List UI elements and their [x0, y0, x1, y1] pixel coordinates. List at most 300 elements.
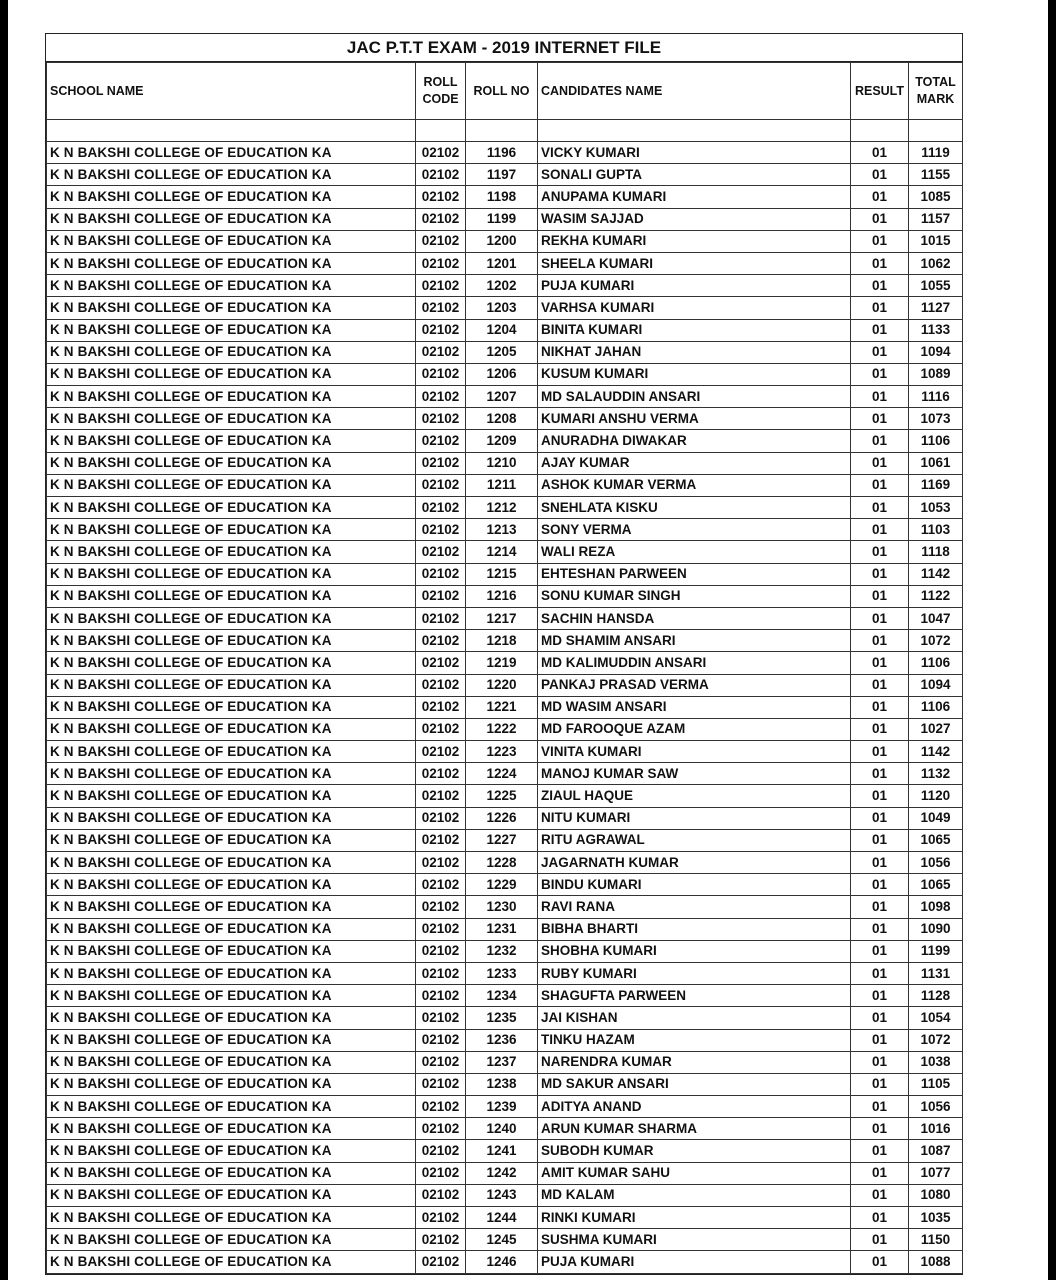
total-mark-cell: 1090 — [909, 918, 963, 940]
result-cell: 01 — [851, 474, 909, 496]
total-mark-cell: 1062 — [909, 252, 963, 274]
total-mark-cell: 1035 — [909, 1207, 963, 1229]
table-row — [47, 1096, 963, 1118]
table-row — [47, 319, 963, 341]
roll-no-cell: 1214 — [466, 541, 538, 563]
roll-no-cell: 1234 — [466, 985, 538, 1007]
roll-code-cell: 02102 — [416, 319, 466, 341]
candidate-name-cell: SHEELA KUMARI — [538, 252, 851, 274]
result-cell: 01 — [851, 807, 909, 829]
header-roll-no: ROLL NO — [466, 63, 538, 120]
table-row — [47, 408, 963, 430]
table-row — [47, 763, 963, 785]
total-mark-cell: 1155 — [909, 164, 963, 186]
candidate-name-cell: ANURADHA DIWAKAR — [538, 430, 851, 452]
table-row — [47, 1073, 963, 1095]
roll-code-cell: 02102 — [416, 1118, 466, 1140]
roll-code-cell: 02102 — [416, 341, 466, 363]
candidate-name-cell: SONY VERMA — [538, 519, 851, 541]
table-row — [47, 652, 963, 674]
candidate-name-cell: WASIM SAJJAD — [538, 208, 851, 230]
school-name-cell: K N BAKSHI COLLEGE OF EDUCATION KA — [47, 1140, 416, 1162]
school-name-cell: K N BAKSHI COLLEGE OF EDUCATION KA — [47, 497, 416, 519]
candidate-name-cell: BIBHA BHARTI — [538, 918, 851, 940]
total-mark-cell: 1094 — [909, 674, 963, 696]
roll-no-cell: 1206 — [466, 363, 538, 385]
school-name-cell: K N BAKSHI COLLEGE OF EDUCATION KA — [47, 186, 416, 208]
table-row — [47, 807, 963, 829]
candidate-name-cell: ANUPAMA KUMARI — [538, 186, 851, 208]
candidate-name-cell: ASHOK KUMAR VERMA — [538, 474, 851, 496]
school-name-cell: K N BAKSHI COLLEGE OF EDUCATION KA — [47, 519, 416, 541]
roll-code-cell: 02102 — [416, 585, 466, 607]
roll-code-cell: 02102 — [416, 230, 466, 252]
school-name-cell: K N BAKSHI COLLEGE OF EDUCATION KA — [47, 1162, 416, 1184]
roll-code-cell: 02102 — [416, 1140, 466, 1162]
total-mark-cell: 1053 — [909, 497, 963, 519]
result-cell: 01 — [851, 1251, 909, 1273]
total-mark-cell: 1122 — [909, 585, 963, 607]
roll-no-cell: 1242 — [466, 1162, 538, 1184]
roll-code-cell: 02102 — [416, 275, 466, 297]
roll-no-cell: 1236 — [466, 1029, 538, 1051]
roll-code-cell: 02102 — [416, 985, 466, 1007]
roll-no-cell: 1238 — [466, 1073, 538, 1095]
total-mark-cell: 1088 — [909, 1251, 963, 1273]
roll-no-cell: 1197 — [466, 164, 538, 186]
candidate-name-cell: VICKY KUMARI — [538, 142, 851, 164]
result-cell: 01 — [851, 1140, 909, 1162]
total-mark-cell: 1085 — [909, 186, 963, 208]
table-row — [47, 585, 963, 607]
table-row — [47, 341, 963, 363]
roll-code-cell: 02102 — [416, 363, 466, 385]
roll-code-cell: 02102 — [416, 918, 466, 940]
candidate-name-cell: MD KALAM — [538, 1184, 851, 1206]
candidate-name-cell: WALI REZA — [538, 541, 851, 563]
school-name-cell: K N BAKSHI COLLEGE OF EDUCATION KA — [47, 1073, 416, 1095]
total-mark-cell: 1089 — [909, 363, 963, 385]
roll-no-cell: 1202 — [466, 275, 538, 297]
candidate-name-cell: NARENDRA KUMAR — [538, 1051, 851, 1073]
school-name-cell: K N BAKSHI COLLEGE OF EDUCATION KA — [47, 452, 416, 474]
result-cell: 01 — [851, 852, 909, 874]
school-name-cell: K N BAKSHI COLLEGE OF EDUCATION KA — [47, 142, 416, 164]
table-row — [47, 1162, 963, 1184]
table-row — [47, 452, 963, 474]
school-name-cell: K N BAKSHI COLLEGE OF EDUCATION KA — [47, 164, 416, 186]
roll-no-cell: 1237 — [466, 1051, 538, 1073]
total-mark-cell: 1169 — [909, 474, 963, 496]
total-mark-cell: 1027 — [909, 718, 963, 740]
table-row — [47, 363, 963, 385]
candidate-name-cell: NIKHAT JAHAN — [538, 341, 851, 363]
total-mark-cell: 1015 — [909, 230, 963, 252]
result-cell: 01 — [851, 186, 909, 208]
school-name-cell: K N BAKSHI COLLEGE OF EDUCATION KA — [47, 962, 416, 984]
roll-code-cell: 02102 — [416, 1051, 466, 1073]
result-cell: 01 — [851, 585, 909, 607]
result-cell: 01 — [851, 607, 909, 629]
blank-row — [47, 120, 963, 142]
school-name-cell: K N BAKSHI COLLEGE OF EDUCATION KA — [47, 652, 416, 674]
school-name-cell: K N BAKSHI COLLEGE OF EDUCATION KA — [47, 630, 416, 652]
candidate-name-cell: EHTESHAN PARWEEN — [538, 563, 851, 585]
table-row — [47, 874, 963, 896]
table-row — [47, 1207, 963, 1229]
roll-no-cell: 1231 — [466, 918, 538, 940]
roll-no-cell: 1213 — [466, 519, 538, 541]
roll-no-cell: 1233 — [466, 962, 538, 984]
result-cell: 01 — [851, 208, 909, 230]
school-name-cell: K N BAKSHI COLLEGE OF EDUCATION KA — [47, 541, 416, 563]
school-name-cell: K N BAKSHI COLLEGE OF EDUCATION KA — [47, 585, 416, 607]
table-row — [47, 541, 963, 563]
roll-no-cell: 1235 — [466, 1007, 538, 1029]
candidate-name-cell: MD WASIM ANSARI — [538, 696, 851, 718]
table-row — [47, 1229, 963, 1251]
roll-no-cell: 1230 — [466, 896, 538, 918]
school-name-cell: K N BAKSHI COLLEGE OF EDUCATION KA — [47, 297, 416, 319]
school-name-cell: K N BAKSHI COLLEGE OF EDUCATION KA — [47, 1029, 416, 1051]
roll-no-cell: 1208 — [466, 408, 538, 430]
result-cell: 01 — [851, 1029, 909, 1051]
table-row — [47, 208, 963, 230]
candidate-name-cell: SNEHLATA KISKU — [538, 497, 851, 519]
candidate-name-cell: RINKI KUMARI — [538, 1207, 851, 1229]
roll-code-cell: 02102 — [416, 1096, 466, 1118]
roll-code-cell: 02102 — [416, 962, 466, 984]
candidate-name-cell: TINKU HAZAM — [538, 1029, 851, 1051]
total-mark-cell: 1119 — [909, 142, 963, 164]
school-name-cell: K N BAKSHI COLLEGE OF EDUCATION KA — [47, 807, 416, 829]
school-name-cell: K N BAKSHI COLLEGE OF EDUCATION KA — [47, 363, 416, 385]
result-cell: 01 — [851, 275, 909, 297]
header-result: RESULT — [851, 63, 909, 120]
school-name-cell: K N BAKSHI COLLEGE OF EDUCATION KA — [47, 275, 416, 297]
table-header — [47, 63, 963, 120]
school-name-cell: K N BAKSHI COLLEGE OF EDUCATION KA — [47, 674, 416, 696]
result-cell: 01 — [851, 297, 909, 319]
roll-no-cell: 1226 — [466, 807, 538, 829]
roll-no-cell: 1205 — [466, 341, 538, 363]
roll-code-cell: 02102 — [416, 519, 466, 541]
roll-code-cell: 02102 — [416, 1251, 466, 1273]
table-row — [47, 985, 963, 1007]
result-cell: 01 — [851, 718, 909, 740]
total-mark-cell: 1056 — [909, 1096, 963, 1118]
candidate-name-cell: PUJA KUMARI — [538, 275, 851, 297]
result-cell: 01 — [851, 452, 909, 474]
result-cell: 01 — [851, 164, 909, 186]
candidate-name-cell: JAGARNATH KUMAR — [538, 852, 851, 874]
result-cell: 01 — [851, 563, 909, 585]
school-name-cell: K N BAKSHI COLLEGE OF EDUCATION KA — [47, 1229, 416, 1251]
roll-code-cell: 02102 — [416, 741, 466, 763]
roll-no-cell: 1212 — [466, 497, 538, 519]
candidate-name-cell: ADITYA ANAND — [538, 1096, 851, 1118]
candidate-name-cell: BINDU KUMARI — [538, 874, 851, 896]
school-name-cell: K N BAKSHI COLLEGE OF EDUCATION KA — [47, 341, 416, 363]
school-name-cell: K N BAKSHI COLLEGE OF EDUCATION KA — [47, 1051, 416, 1073]
table-row — [47, 1007, 963, 1029]
candidate-name-cell: RUBY KUMARI — [538, 962, 851, 984]
table-row — [47, 497, 963, 519]
table-row — [47, 741, 963, 763]
total-mark-cell: 1016 — [909, 1118, 963, 1140]
school-name-cell: K N BAKSHI COLLEGE OF EDUCATION KA — [47, 563, 416, 585]
candidate-name-cell: VARHSA KUMARI — [538, 297, 851, 319]
total-mark-cell: 1061 — [909, 452, 963, 474]
candidate-name-cell: MD SHAMIM ANSARI — [538, 630, 851, 652]
roll-no-cell: 1209 — [466, 430, 538, 452]
school-name-cell: K N BAKSHI COLLEGE OF EDUCATION KA — [47, 1207, 416, 1229]
table-row — [47, 430, 963, 452]
result-cell: 01 — [851, 1096, 909, 1118]
total-mark-cell: 1094 — [909, 341, 963, 363]
roll-no-cell: 1225 — [466, 785, 538, 807]
candidate-name-cell: VINITA KUMARI — [538, 741, 851, 763]
roll-code-cell: 02102 — [416, 630, 466, 652]
roll-no-cell: 1246 — [466, 1251, 538, 1273]
candidate-name-cell: MD SALAUDDIN ANSARI — [538, 386, 851, 408]
school-name-cell: K N BAKSHI COLLEGE OF EDUCATION KA — [47, 1251, 416, 1273]
table-row — [47, 829, 963, 851]
roll-code-cell: 02102 — [416, 452, 466, 474]
result-cell: 01 — [851, 252, 909, 274]
table-row — [47, 1051, 963, 1073]
header-total-mark: TOTAL MARK — [909, 63, 963, 120]
result-cell: 01 — [851, 1118, 909, 1140]
table-row — [47, 1029, 963, 1051]
roll-code-cell: 02102 — [416, 829, 466, 851]
total-mark-cell: 1131 — [909, 962, 963, 984]
roll-code-cell: 02102 — [416, 1007, 466, 1029]
results-document — [45, 33, 963, 1275]
total-mark-cell: 1065 — [909, 829, 963, 851]
roll-no-cell: 1217 — [466, 607, 538, 629]
table-row — [47, 1140, 963, 1162]
roll-code-cell: 02102 — [416, 874, 466, 896]
result-cell: 01 — [851, 896, 909, 918]
total-mark-cell: 1128 — [909, 985, 963, 1007]
roll-code-cell: 02102 — [416, 940, 466, 962]
roll-code-cell: 02102 — [416, 674, 466, 696]
candidate-name-cell: AJAY KUMAR — [538, 452, 851, 474]
school-name-cell: K N BAKSHI COLLEGE OF EDUCATION KA — [47, 1118, 416, 1140]
roll-code-cell: 02102 — [416, 386, 466, 408]
roll-code-cell: 02102 — [416, 607, 466, 629]
school-name-cell: K N BAKSHI COLLEGE OF EDUCATION KA — [47, 785, 416, 807]
school-name-cell: K N BAKSHI COLLEGE OF EDUCATION KA — [47, 208, 416, 230]
table-row — [47, 563, 963, 585]
roll-no-cell: 1201 — [466, 252, 538, 274]
candidate-name-cell: SUSHMA KUMARI — [538, 1229, 851, 1251]
result-cell: 01 — [851, 497, 909, 519]
result-cell: 01 — [851, 519, 909, 541]
candidate-name-cell: SHOBHA KUMARI — [538, 940, 851, 962]
candidate-name-cell: ARUN KUMAR SHARMA — [538, 1118, 851, 1140]
result-cell: 01 — [851, 985, 909, 1007]
roll-no-cell: 1222 — [466, 718, 538, 740]
table-body — [47, 142, 963, 1274]
roll-code-cell: 02102 — [416, 497, 466, 519]
result-cell: 01 — [851, 1162, 909, 1184]
total-mark-cell: 1103 — [909, 519, 963, 541]
candidate-name-cell: RITU AGRAWAL — [538, 829, 851, 851]
roll-code-cell: 02102 — [416, 1029, 466, 1051]
school-name-cell: K N BAKSHI COLLEGE OF EDUCATION KA — [47, 718, 416, 740]
total-mark-cell: 1038 — [909, 1051, 963, 1073]
school-name-cell: K N BAKSHI COLLEGE OF EDUCATION KA — [47, 985, 416, 1007]
total-mark-cell: 1133 — [909, 319, 963, 341]
table-row — [47, 297, 963, 319]
candidate-name-cell: MANOJ KUMAR SAW — [538, 763, 851, 785]
roll-no-cell: 1224 — [466, 763, 538, 785]
results-table — [46, 62, 963, 1274]
school-name-cell: K N BAKSHI COLLEGE OF EDUCATION KA — [47, 896, 416, 918]
candidate-name-cell: ZIAUL HAQUE — [538, 785, 851, 807]
table-row — [47, 230, 963, 252]
table-row — [47, 386, 963, 408]
roll-code-cell: 02102 — [416, 142, 466, 164]
result-cell: 01 — [851, 940, 909, 962]
table-row — [47, 474, 963, 496]
roll-code-cell: 02102 — [416, 852, 466, 874]
result-cell: 01 — [851, 1073, 909, 1095]
roll-no-cell: 1239 — [466, 1096, 538, 1118]
roll-code-cell: 02102 — [416, 1184, 466, 1206]
roll-no-cell: 1196 — [466, 142, 538, 164]
school-name-cell: K N BAKSHI COLLEGE OF EDUCATION KA — [47, 741, 416, 763]
roll-code-cell: 02102 — [416, 430, 466, 452]
roll-code-cell: 02102 — [416, 186, 466, 208]
roll-no-cell: 1199 — [466, 208, 538, 230]
roll-no-cell: 1207 — [466, 386, 538, 408]
roll-code-cell: 02102 — [416, 696, 466, 718]
roll-code-cell: 02102 — [416, 541, 466, 563]
total-mark-cell: 1080 — [909, 1184, 963, 1206]
candidate-name-cell: SHAGUFTA PARWEEN — [538, 985, 851, 1007]
roll-code-cell: 02102 — [416, 252, 466, 274]
school-name-cell: K N BAKSHI COLLEGE OF EDUCATION KA — [47, 874, 416, 896]
result-cell: 01 — [851, 874, 909, 896]
candidate-name-cell: PUJA KUMARI — [538, 1251, 851, 1273]
school-name-cell: K N BAKSHI COLLEGE OF EDUCATION KA — [47, 474, 416, 496]
roll-no-cell: 1241 — [466, 1140, 538, 1162]
total-mark-cell: 1105 — [909, 1073, 963, 1095]
result-cell: 01 — [851, 630, 909, 652]
total-mark-cell: 1106 — [909, 430, 963, 452]
candidate-name-cell: KUMARI ANSHU VERMA — [538, 408, 851, 430]
result-cell: 01 — [851, 785, 909, 807]
roll-code-cell: 02102 — [416, 785, 466, 807]
roll-no-cell: 1198 — [466, 186, 538, 208]
roll-no-cell: 1200 — [466, 230, 538, 252]
roll-code-cell: 02102 — [416, 1162, 466, 1184]
school-name-cell: K N BAKSHI COLLEGE OF EDUCATION KA — [47, 1007, 416, 1029]
school-name-cell: K N BAKSHI COLLEGE OF EDUCATION KA — [47, 1096, 416, 1118]
candidate-name-cell: NITU KUMARI — [538, 807, 851, 829]
table-row — [47, 519, 963, 541]
candidate-name-cell: KUSUM KUMARI — [538, 363, 851, 385]
table-row — [47, 1251, 963, 1273]
candidate-name-cell: RAVI RANA — [538, 896, 851, 918]
roll-no-cell: 1232 — [466, 940, 538, 962]
total-mark-cell: 1072 — [909, 630, 963, 652]
header-school-name: SCHOOL NAME — [47, 63, 416, 120]
result-cell: 01 — [851, 741, 909, 763]
table-row — [47, 940, 963, 962]
roll-code-cell: 02102 — [416, 896, 466, 918]
table-row — [47, 164, 963, 186]
school-name-cell: K N BAKSHI COLLEGE OF EDUCATION KA — [47, 696, 416, 718]
header-candidates-name: CANDIDATES NAME — [538, 63, 851, 120]
total-mark-cell: 1150 — [909, 1229, 963, 1251]
school-name-cell: K N BAKSHI COLLEGE OF EDUCATION KA — [47, 319, 416, 341]
roll-code-cell: 02102 — [416, 807, 466, 829]
school-name-cell: K N BAKSHI COLLEGE OF EDUCATION KA — [47, 386, 416, 408]
total-mark-cell: 1199 — [909, 940, 963, 962]
table-row — [47, 252, 963, 274]
roll-code-cell: 02102 — [416, 763, 466, 785]
candidate-name-cell: AMIT KUMAR SAHU — [538, 1162, 851, 1184]
result-cell: 01 — [851, 1051, 909, 1073]
table-row — [47, 630, 963, 652]
school-name-cell: K N BAKSHI COLLEGE OF EDUCATION KA — [47, 252, 416, 274]
candidate-name-cell: PANKAJ PRASAD VERMA — [538, 674, 851, 696]
result-cell: 01 — [851, 363, 909, 385]
roll-no-cell: 1244 — [466, 1207, 538, 1229]
result-cell: 01 — [851, 142, 909, 164]
roll-no-cell: 1228 — [466, 852, 538, 874]
roll-no-cell: 1218 — [466, 630, 538, 652]
roll-no-cell: 1229 — [466, 874, 538, 896]
total-mark-cell: 1116 — [909, 386, 963, 408]
table-row — [47, 1184, 963, 1206]
table-row — [47, 1118, 963, 1140]
table-row — [47, 918, 963, 940]
roll-no-cell: 1215 — [466, 563, 538, 585]
table-row — [47, 785, 963, 807]
table-row — [47, 607, 963, 629]
roll-code-cell: 02102 — [416, 718, 466, 740]
document-sheet — [8, 0, 1048, 1280]
result-cell: 01 — [851, 430, 909, 452]
candidate-name-cell: SONU KUMAR SINGH — [538, 585, 851, 607]
roll-no-cell: 1219 — [466, 652, 538, 674]
roll-code-cell: 02102 — [416, 208, 466, 230]
total-mark-cell: 1054 — [909, 1007, 963, 1029]
candidate-name-cell: JAI KISHAN — [538, 1007, 851, 1029]
roll-no-cell: 1227 — [466, 829, 538, 851]
school-name-cell: K N BAKSHI COLLEGE OF EDUCATION KA — [47, 763, 416, 785]
roll-no-cell: 1210 — [466, 452, 538, 474]
school-name-cell: K N BAKSHI COLLEGE OF EDUCATION KA — [47, 607, 416, 629]
total-mark-cell: 1055 — [909, 275, 963, 297]
result-cell: 01 — [851, 319, 909, 341]
result-cell: 01 — [851, 829, 909, 851]
result-cell: 01 — [851, 1229, 909, 1251]
school-name-cell: K N BAKSHI COLLEGE OF EDUCATION KA — [47, 918, 416, 940]
roll-no-cell: 1243 — [466, 1184, 538, 1206]
result-cell: 01 — [851, 763, 909, 785]
result-cell: 01 — [851, 408, 909, 430]
candidate-name-cell: MD KALIMUDDIN ANSARI — [538, 652, 851, 674]
roll-no-cell: 1204 — [466, 319, 538, 341]
school-name-cell: K N BAKSHI COLLEGE OF EDUCATION KA — [47, 408, 416, 430]
result-cell: 01 — [851, 652, 909, 674]
